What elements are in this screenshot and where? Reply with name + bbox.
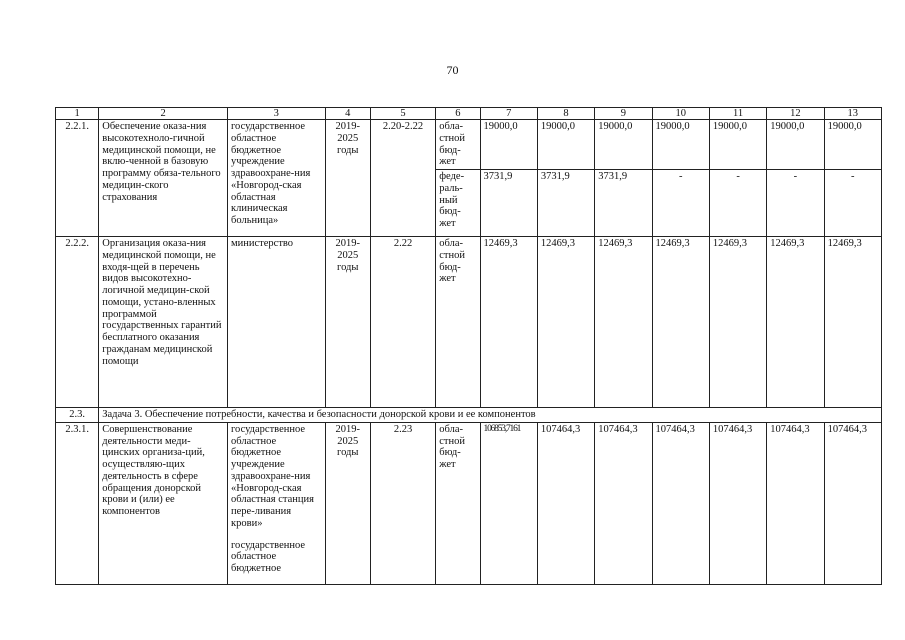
col-header: 12 — [767, 108, 824, 120]
col-header: 7 — [480, 108, 537, 120]
executor-cell — [228, 422, 326, 584]
amount-cell: 19000,0 — [480, 120, 537, 170]
col-header: 5 — [370, 108, 435, 120]
task-row — [56, 408, 882, 423]
column-number-row — [56, 108, 882, 120]
col-header: 9 — [595, 108, 652, 120]
activity-name: Организация оказа-ния медицинской помощи, не входя-щей в перечень видов высокотехно-логичной медицин-ской помощи, устано-вленных программой государственных гарантий бесплатного оказания гражданам медицинской помощи — [99, 237, 228, 408]
executor: государственное областное бюджетное учреждение здравоохране-ния «Новгород-ская областная клиническая больница» — [228, 120, 326, 237]
row-number: 2.2.1. — [56, 120, 99, 237]
col-header: 10 — [652, 108, 709, 120]
amount-cell: 107464,3 — [767, 422, 824, 584]
col-header: 1 — [56, 108, 99, 120]
program-activities-table — [55, 107, 882, 585]
years: 2019-2025 годы — [325, 422, 370, 584]
amount-cell: 107464,3 — [652, 422, 709, 584]
page-number: 70 — [446, 63, 459, 77]
col-header: 11 — [709, 108, 766, 120]
amount-cell: 12469,3 — [709, 237, 766, 408]
amount-cell: - — [767, 170, 824, 237]
executor: министерство — [228, 237, 326, 408]
row-number: 2.3. — [56, 408, 99, 423]
table-row — [56, 422, 882, 584]
amount-cell: 107464,3 — [709, 422, 766, 584]
amount-cell: 3731,9 — [480, 170, 537, 237]
amount-cell: 12469,3 — [767, 237, 824, 408]
amount-cell: 19000,0 — [767, 120, 824, 170]
funding-source: обла-стной бюд-жет — [436, 422, 480, 584]
amount-cell: 19000,0 — [652, 120, 709, 170]
amount-cell: 19000,0 — [824, 120, 881, 170]
amount-cell: 107464,3 — [537, 422, 594, 584]
target-indicator: 2.20-2.22 — [370, 120, 435, 237]
funding-source: обла-стной бюд-жет — [436, 237, 480, 408]
amount-cell: 19000,0 — [709, 120, 766, 170]
col-header: 13 — [824, 108, 881, 120]
col-header: 3 — [228, 108, 326, 120]
row-number: 2.2.2. — [56, 237, 99, 408]
amount-cell: 3731,9 — [595, 170, 652, 237]
amount-cell: 3731,9 — [537, 170, 594, 237]
executor: государственное областное бюджетное — [231, 539, 306, 574]
amount-cell: - — [709, 170, 766, 237]
col-header: 4 — [325, 108, 370, 120]
amount-cell: 19000,0 — [537, 120, 594, 170]
amount-cell: 107464,3 — [595, 422, 652, 584]
executor: государственное областное бюджетное учреждение здравоохране-ния «Новгород-ская областная станция пере-ливания крови» — [231, 423, 314, 529]
amount-cell: 12469,3 — [652, 237, 709, 408]
col-header: 2 — [99, 108, 228, 120]
amount-cell: 107464,3 — [824, 422, 881, 584]
col-header: 6 — [436, 108, 480, 120]
funding-source: обла-стной бюд-жет — [436, 120, 480, 170]
amount-cell: 12469,3 — [824, 237, 881, 408]
target-indicator: 2.22 — [370, 237, 435, 408]
activity-name: Совершенствование деятельности меди-цинских организа-ций, осуществляю-щих деятельность в сфере обращения донорской крови и (или) ее компонентов — [99, 422, 228, 584]
amount-cell: 12469,3 — [480, 237, 537, 408]
target-indicator: 2.23 — [370, 422, 435, 584]
row-number: 2.3.1. — [56, 422, 99, 584]
years: 2019-2025 годы — [325, 120, 370, 237]
years: 2019-2025 годы — [325, 237, 370, 408]
col-header: 8 — [537, 108, 594, 120]
amount-cell: - — [824, 170, 881, 237]
amount-cell: 106853,7161 — [480, 422, 537, 584]
amount-cell: 19000,0 — [595, 120, 652, 170]
activity-name: Обеспечение оказа-ния высокотехноло-гичной медицинской помощи, не вклю-ченной в базовую программу обяза-тельного медицин-ского страхования — [99, 120, 228, 237]
amount-cell: 12469,3 — [537, 237, 594, 408]
funding-source: феде-раль-ный бюд-жет — [436, 170, 480, 237]
table-row — [56, 237, 882, 408]
spacer — [231, 530, 322, 540]
amount-cell: - — [652, 170, 709, 237]
task-title: Задача 3. Обеспечение потребности, качества и безопасности донорской крови и ее компонентов — [99, 408, 882, 423]
amount-cell: 12469,3 — [595, 237, 652, 408]
table-row — [56, 120, 882, 170]
